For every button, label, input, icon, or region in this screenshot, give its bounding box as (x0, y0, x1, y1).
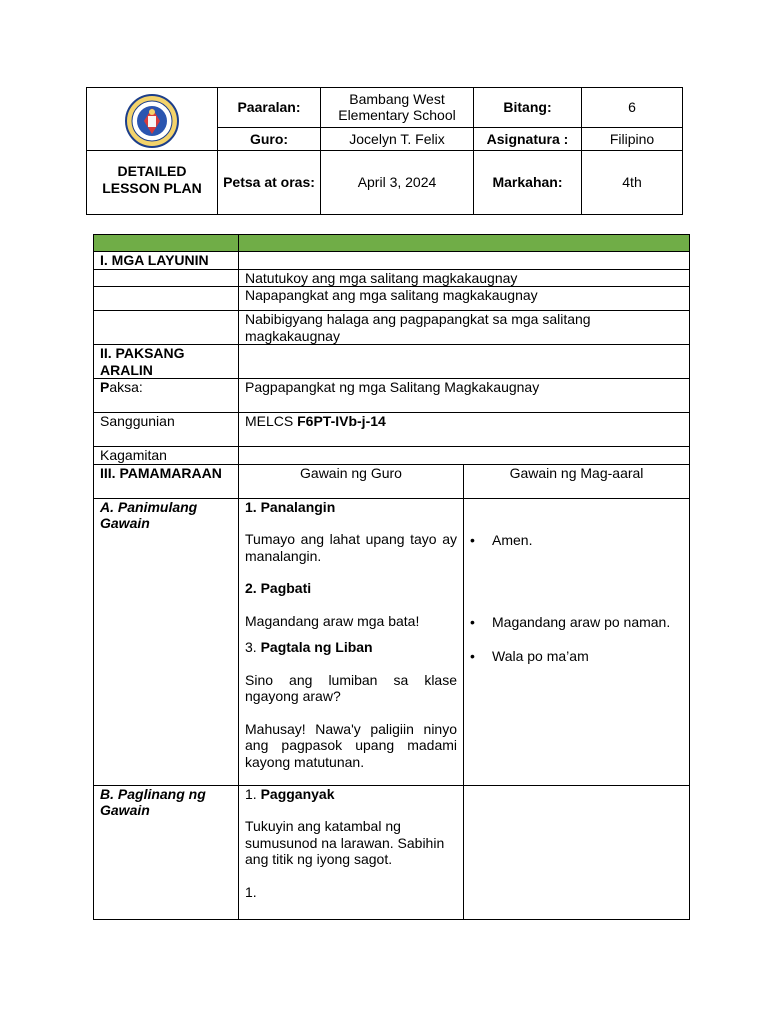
school-value: Bambang West Elementary School (321, 88, 474, 128)
section-a-student (464, 498, 690, 785)
reference-label: Sanggunian (94, 413, 239, 447)
topic-value: Pagpapangkat ng mga Salitang Magkakaugnay (239, 379, 690, 413)
section-b-label: B. Paglinang ng Gawain (94, 785, 239, 919)
student-response: • Amen. (492, 532, 683, 549)
green-header-row (94, 235, 690, 252)
student-column-header: Gawain ng Mag-aaral (464, 464, 690, 498)
step-text: Tumayo ang lahat upang tayo ay manalangin. (245, 531, 457, 564)
quarter-value: 4th (582, 151, 683, 215)
step-title: 1. Pagganyak (245, 785, 335, 802)
objectives-heading: I. MGA LAYUNIN (94, 252, 239, 270)
school-label: Paaralan: (218, 88, 321, 128)
teacher-value: Jocelyn T. Felix (321, 127, 474, 150)
step-text: Sino ang lumiban sa klase ngayong araw? (245, 671, 457, 704)
step-title: 1. Panalangin (245, 498, 336, 515)
logo-cell (87, 88, 218, 151)
subject-matter-heading: II. PAKSANG ARALIN (94, 345, 239, 379)
step-title: 2. Pagbati (245, 580, 312, 596)
objective-item: Natutukoy ang mga salitang magkakaugnay (239, 269, 690, 287)
section-b-teacher (239, 785, 464, 919)
date-value: April 3, 2024 (321, 151, 474, 215)
item-number: 1. (245, 883, 257, 900)
student-response: • Magandang araw po naman. (492, 614, 683, 631)
teacher-column-header: Gawain ng Guro (239, 464, 464, 498)
quarter-label: Markahan: (474, 151, 582, 215)
section-a-label: A. Panimulang Gawain (94, 498, 239, 785)
grade-value: 6 (582, 88, 683, 128)
date-label: Petsa at oras: (218, 151, 321, 215)
step-text: Mahusay! Nawa'y paligiin ninyo ang pagpasok upang madami kayong matutunan. (245, 720, 457, 770)
materials-label: Kagamitan (94, 447, 239, 465)
procedure-heading: III. PAMAMARAAN (94, 464, 239, 498)
lesson-plan-table (93, 234, 690, 920)
objective-item: Napapangkat ang mga salitang magkakaugnay (239, 287, 690, 311)
step-text: Magandang araw mga bata! (245, 612, 420, 629)
reference-value: MELCS F6PT-IVb-j-14 (239, 413, 690, 447)
step-title: 3. Pagtala ng Liban (245, 639, 373, 655)
subject-value: Filipino (582, 127, 683, 150)
deped-seal-icon (115, 92, 189, 150)
teacher-label: Guro: (218, 127, 321, 150)
objective-item: Nabibigyang halaga ang pagpapangkat sa mga salitang magkakaugnay (239, 311, 690, 345)
header-table (86, 87, 683, 215)
step-text: Tukuyin ang katambal ng sumusunod na larawan. Sabihin ang titik ng iyong sagot. (245, 818, 445, 867)
section-a-teacher (239, 498, 464, 785)
doc-title: DETAILED LESSON PLAN (87, 151, 218, 215)
topic-label: Paksa: (94, 379, 239, 413)
student-response: • Wala po ma’am (492, 648, 683, 665)
grade-label: Bitang: (474, 88, 582, 128)
subject-label: Asignatura : (474, 127, 582, 150)
